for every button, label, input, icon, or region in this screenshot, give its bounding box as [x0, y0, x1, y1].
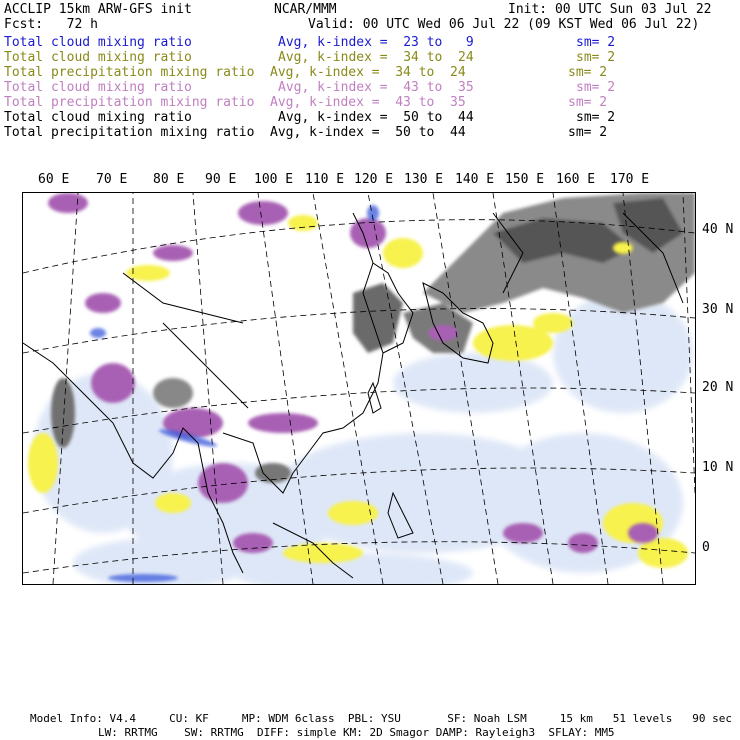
- lon-label: 140 E: [455, 172, 495, 187]
- legend-field: Total cloud mixing ratio: [4, 35, 192, 50]
- legend-avg: Avg, k-index = 50 to 44: [270, 125, 466, 140]
- legend-sm: sm= 2: [568, 65, 608, 80]
- lat-label: 40 N: [702, 222, 734, 237]
- legend-field: Total precipitation mixing ratio: [4, 95, 255, 110]
- legend-sm: sm= 2: [576, 50, 616, 65]
- lon-label: 100 E: [254, 172, 294, 187]
- legend-sm: sm= 2: [568, 95, 608, 110]
- lon-label: 170 E: [610, 172, 650, 187]
- lon-label: 60 E: [38, 172, 70, 187]
- legend-avg: Avg, k-index = 34 to 24: [270, 65, 466, 80]
- lon-label: 130 E: [404, 172, 444, 187]
- legend-field: Total cloud mixing ratio: [4, 110, 192, 125]
- legend-field: Total cloud mixing ratio: [4, 80, 192, 95]
- model-title: ACCLIP 15km ARW-GFS init: [4, 2, 192, 17]
- lat-label: 30 N: [702, 302, 734, 317]
- map-canvas: [23, 193, 695, 584]
- lat-label: 0: [702, 540, 710, 555]
- lon-label: 90 E: [205, 172, 237, 187]
- legend-sm: sm= 2: [576, 110, 616, 125]
- legend-avg: Avg, k-index = 43 to 35: [270, 95, 466, 110]
- lon-label: 110 E: [305, 172, 345, 187]
- legend-sm: sm= 2: [576, 35, 616, 50]
- forecast-map: [22, 192, 696, 585]
- legend-avg: Avg, k-index = 34 to 24: [278, 50, 474, 65]
- legend-field: Total precipitation mixing ratio: [4, 65, 255, 80]
- forecast-hour: Fcst: 72 h: [4, 17, 98, 32]
- init-time: Init: 00 UTC Sun 03 Jul 22: [508, 2, 712, 17]
- legend-sm: sm= 2: [568, 125, 608, 140]
- lon-label: 80 E: [153, 172, 185, 187]
- lon-label: 160 E: [556, 172, 596, 187]
- legend-field: Total cloud mixing ratio: [4, 50, 192, 65]
- lon-label: 120 E: [354, 172, 394, 187]
- lon-label: 70 E: [96, 172, 128, 187]
- lat-label: 20 N: [702, 380, 734, 395]
- model-info-line1: Model Info: V4.4 CU: KF MP: WDM 6class PBL: YSU SF: Noah LSM 15 km 51 levels 90 sec: [30, 712, 732, 725]
- valid-time: Valid: 00 UTC Wed 06 Jul 22 (09 KST Wed 06 Jul 22): [308, 17, 700, 32]
- lat-label: 10 N: [702, 460, 734, 475]
- legend-avg: Avg, k-index = 23 to 9: [278, 35, 474, 50]
- center-label: NCAR/MMM: [274, 2, 337, 17]
- lon-label: 150 E: [505, 172, 545, 187]
- legend-sm: sm= 2: [576, 80, 616, 95]
- legend-field: Total precipitation mixing ratio: [4, 125, 255, 140]
- legend-avg: Avg, k-index = 50 to 44: [278, 110, 474, 125]
- model-info-line2: LW: RRTMG SW: RRTMG DIFF: simple KM: 2D Smagor DAMP: Rayleigh3 SFLAY: MM5: [98, 726, 615, 739]
- legend-avg: Avg, k-index = 43 to 35: [278, 80, 474, 95]
